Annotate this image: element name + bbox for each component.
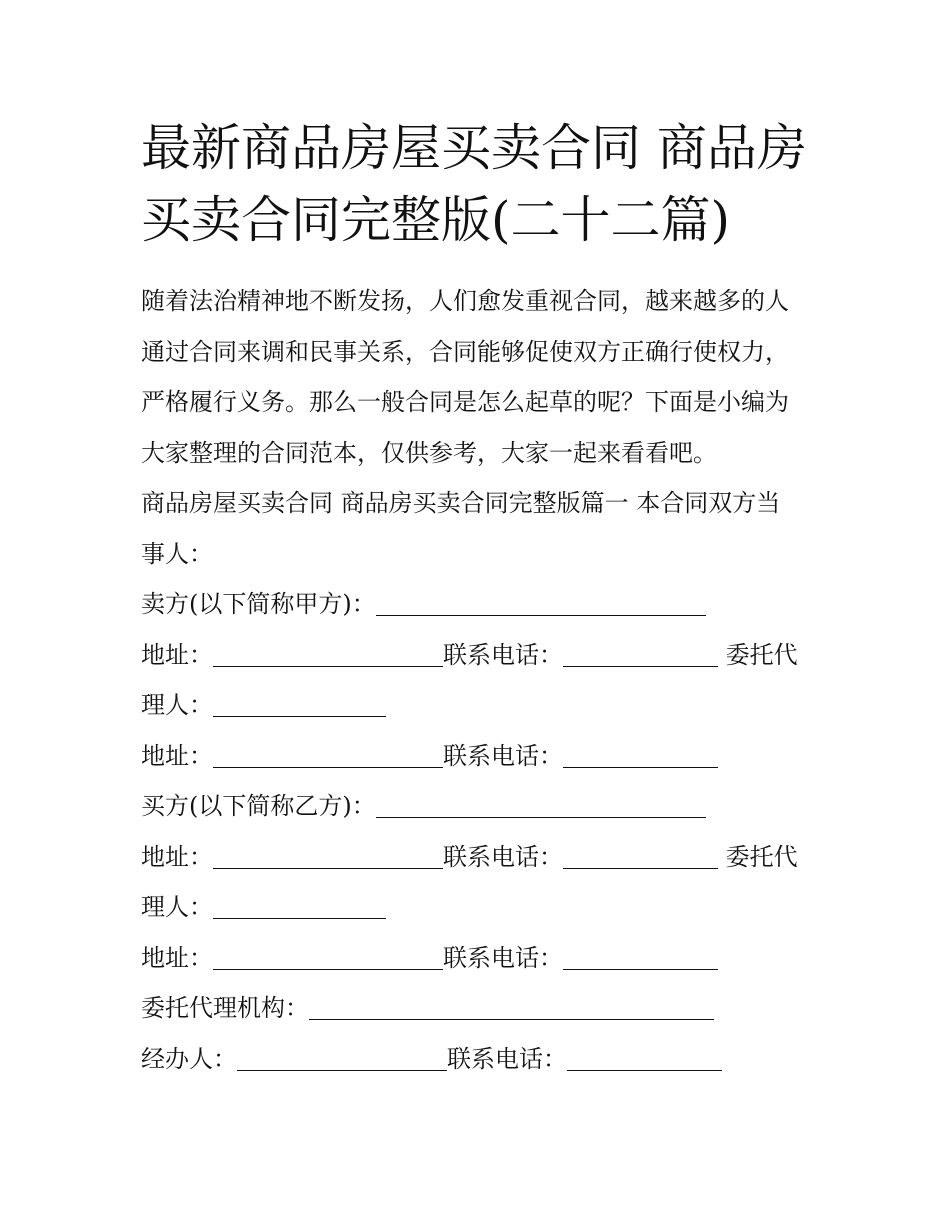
title-line-2: 买卖合同完整版(二十二篇) — [141, 191, 731, 249]
section-intro-line-1: 商品房屋买卖合同 商品房买卖合同完整版篇一 本合同双方当 — [141, 489, 781, 517]
seller-row — [141, 579, 821, 630]
agent-label-part1: 委托代 — [725, 842, 798, 871]
handler-blank[interactable] — [237, 1046, 447, 1071]
agent-label-part1: 委托代 — [725, 640, 798, 669]
intro-line-3: 严格履行义务。那么一般合同是怎么起草的呢？下面是小编为 — [141, 388, 789, 416]
buyer-agent-address-row — [141, 933, 821, 984]
phone-label: 联系电话： — [443, 842, 563, 871]
address-blank[interactable] — [213, 743, 443, 768]
seller-blank[interactable] — [376, 591, 706, 616]
handler-label: 经办人： — [141, 1044, 237, 1073]
handler-row — [141, 1034, 821, 1085]
phone-blank[interactable] — [563, 743, 718, 768]
seller-agent-address-row — [141, 731, 821, 782]
phone-label: 联系电话： — [443, 640, 563, 669]
address-label: 地址： — [141, 943, 213, 972]
intro-line-1: 随着法治精神地不断发扬，人们愈发重视合同，越来越多的人 — [141, 287, 789, 315]
seller-label: 卖方(以下简称甲方)： — [141, 590, 376, 618]
intro-line-2: 通过合同来调和民事关系，合同能够促使双方正确行使权力， — [141, 337, 789, 366]
seller-address-row — [141, 630, 821, 681]
buyer-label: 买方(以下简称乙方)： — [141, 792, 376, 820]
seller-agent-row — [141, 680, 821, 731]
phone-blank[interactable] — [563, 844, 718, 869]
agent-label-part2: 理人： — [141, 691, 213, 719]
agent-label-part2: 理人： — [141, 893, 213, 921]
agent-blank[interactable] — [213, 894, 386, 919]
phone-label: 联系电话： — [447, 1044, 567, 1073]
agent-blank[interactable] — [213, 692, 386, 717]
address-blank[interactable] — [213, 844, 443, 869]
address-blank[interactable] — [213, 642, 443, 667]
phone-label: 联系电话： — [443, 943, 563, 972]
address-label: 地址： — [141, 842, 213, 871]
agency-row — [141, 983, 821, 1034]
buyer-agent-row — [141, 882, 821, 933]
section-intro-line-2: 事人： — [141, 539, 213, 568]
address-label: 地址： — [141, 640, 213, 669]
address-blank[interactable] — [213, 945, 443, 970]
intro-line-4: 大家整理的合同范本，仅供参考，大家一起来看看吧。 — [141, 438, 717, 467]
address-label: 地址： — [141, 741, 213, 770]
phone-label: 联系电话： — [443, 741, 563, 770]
phone-blank[interactable] — [567, 1046, 722, 1071]
buyer-blank[interactable] — [376, 793, 706, 818]
document-title — [141, 112, 821, 256]
agency-label: 委托代理机构： — [141, 994, 309, 1022]
agency-blank[interactable] — [309, 995, 714, 1020]
document-body — [141, 276, 821, 1084]
buyer-address-row — [141, 832, 821, 883]
phone-blank[interactable] — [563, 642, 718, 667]
buyer-row — [141, 781, 821, 832]
phone-blank[interactable] — [563, 945, 718, 970]
title-line-1: 最新商品房屋买卖合同 商品房 — [141, 119, 807, 177]
